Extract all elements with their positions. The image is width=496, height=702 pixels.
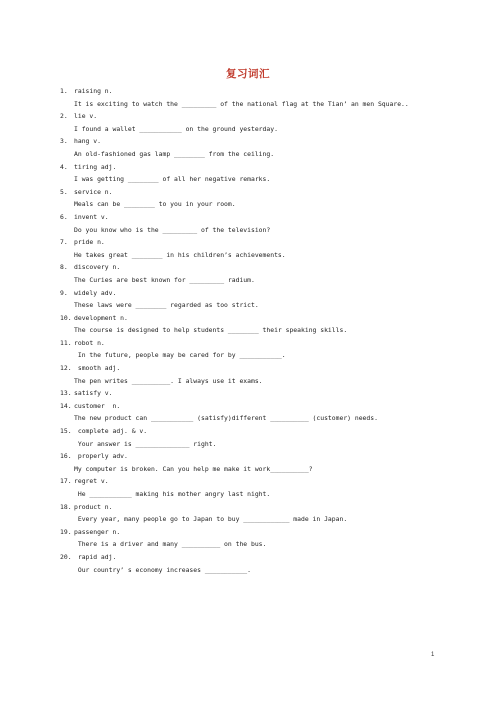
vocab-word-line [60,475,460,488]
vocab-word: customer n. [74,401,121,410]
example-sentence: Our country’ s economy increases ___________. [74,565,251,574]
vocab-item [60,450,460,475]
vocab-word: invent v. [74,212,109,221]
item-number: 6. [60,212,68,221]
vocab-item [60,362,460,387]
vocab-word: widely adv. [74,288,117,297]
vocab-word: complete adj. & v. [74,427,148,436]
vocab-word-line [60,261,460,274]
example-sentence: In the future, people may be cared for by ___________. [74,351,286,360]
page-number: 1 [431,652,435,658]
vocab-word-line [60,85,460,98]
item-number: 5. [60,187,68,196]
vocab-item [60,186,460,211]
vocab-word: regret v. [74,477,109,486]
vocab-item [60,400,460,425]
vocab-word: pride n. [74,238,105,247]
vocab-item [60,387,460,400]
vocab-item [60,425,460,450]
vocab-item [60,551,460,576]
vocabulary-list [60,85,460,576]
vocab-item [60,261,460,286]
vocab-item [60,135,460,160]
vocab-item [60,161,460,186]
item-number: 10. [60,313,72,322]
vocab-item [60,475,460,500]
vocab-word-line [60,110,460,123]
example-sentence: The pen writes __________. I always use it exams. [74,376,263,385]
vocab-word-line [60,526,460,539]
vocab-word-line [60,337,460,350]
example-sentence: The new product can ___________ (satisfy)different __________ (customer) needs. [74,414,378,423]
example-sentence: He takes great ________ in his children’s achievements. [74,250,286,259]
item-number: 13. [60,389,72,398]
page-title: 复习词汇 [226,68,270,80]
vocab-item [60,337,460,362]
example-sentence: The Curies are best known for _________ radium. [74,275,255,284]
vocab-word: service n. [74,187,113,196]
vocab-item [60,312,460,337]
vocab-word-line [60,135,460,148]
vocab-word-line [60,211,460,224]
item-number: 2. [60,112,68,121]
vocab-word: properly adv. [74,452,128,461]
item-number: 1. [60,87,68,95]
example-sentence: These laws were ________ regarded as too strict. [74,301,259,310]
vocab-word: satisfy v. [74,389,113,398]
item-number: 8. [60,263,68,272]
item-number: 18. [60,502,72,511]
item-number: 9. [60,288,68,297]
vocab-item [60,211,460,236]
item-number: 17. [60,477,72,486]
item-number: 19. [60,527,72,536]
vocab-word: robot n. [74,338,105,347]
example-sentence: An old-fashioned gas lamp ________ from the ceiling. [74,149,275,158]
vocab-word-line [60,400,460,413]
vocab-word: lie v. [74,112,98,121]
example-sentence: I was getting ________ of all her negative remarks. [74,175,271,184]
example-sentence: The course is designed to help students ________ their speaking skills. [74,326,348,335]
vocab-word-line [60,387,460,400]
vocab-word-line [60,312,460,325]
vocab-item [60,501,460,526]
vocab-word: smooth adj. [74,364,121,373]
vocab-word: raising n. [74,87,113,95]
item-number: 15. [60,427,72,436]
vocab-word-line [60,501,460,514]
item-number: 4. [60,162,68,171]
example-sentence: My computer is broken. Can you help me make it work__________? [74,464,313,473]
vocab-item [60,287,460,312]
item-number: 7. [60,238,68,247]
example-sentence: I found a wallet ___________ on the ground yesterday. [74,124,278,133]
vocab-item [60,85,460,110]
item-number: 16. [60,452,72,461]
vocab-word-line [60,161,460,174]
item-number: 20. [60,552,72,561]
vocab-item [60,236,460,261]
example-sentence: He ___________ making his mother angry last night. [74,490,271,498]
vocab-word-line [60,425,460,438]
vocab-word: passenger n. [74,527,121,536]
item-number: 14. [60,401,72,410]
vocab-word: rapid adj. [74,552,117,561]
vocab-word-line [60,287,460,300]
vocab-word-line [60,450,460,463]
item-number: 11. [60,338,72,347]
vocab-word: tiring adj. [74,162,117,171]
example-sentence: It is exciting to watch the _________ of the national flag at the Tian’ an men Square.. [74,99,409,108]
item-number: 3. [60,137,68,146]
item-number: 12. [60,364,72,373]
example-sentence: Do you know who is the _________ of the television? [74,225,271,234]
vocab-word: discovery n. [74,263,121,272]
vocab-word: hang v. [74,137,101,146]
example-sentence: Your answer is ______________ right. [74,439,217,448]
vocab-word-line [60,236,460,249]
vocab-word: development n. [74,313,128,322]
example-sentence: There is a driver and many __________ on the bus. [74,540,267,549]
vocab-item [60,110,460,135]
vocab-word-line [60,362,460,375]
vocab-word: product n. [74,502,113,511]
vocab-word-line [60,186,460,199]
vocab-item [60,526,460,551]
example-sentence: Every year, many people go to Japan to buy ____________ made in Japan. [74,515,348,524]
example-sentence: Meals can be ________ to you in your room. [74,200,236,209]
vocab-word-line [60,551,460,564]
